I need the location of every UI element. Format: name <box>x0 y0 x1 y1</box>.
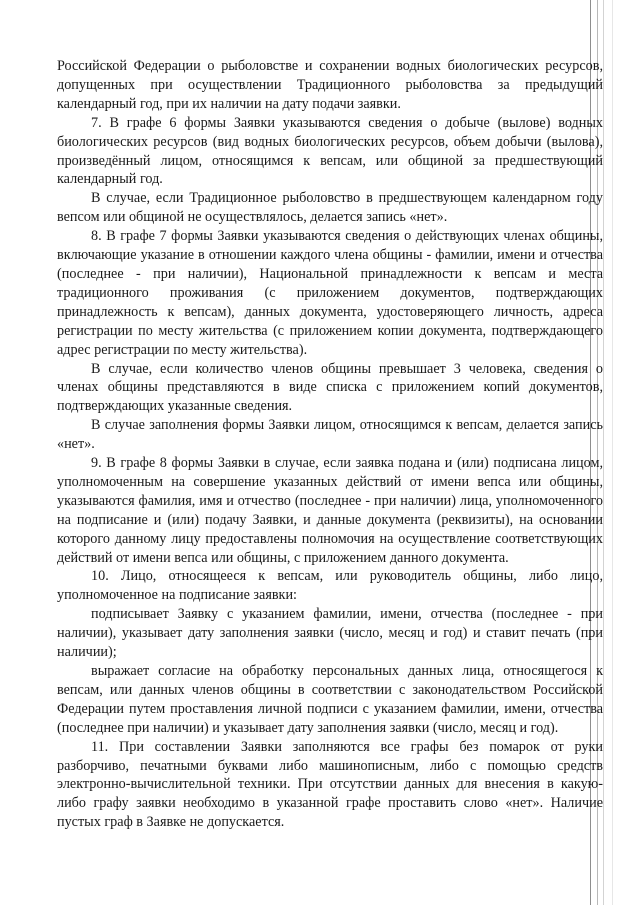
paragraph: В случае, если количество членов общины превышает 3 человека, сведения о членах общины представляются в виде списка с приложением копий документов, подтверждающих указанные сведения. <box>57 360 603 415</box>
paragraph-item-10: 10. Лицо, относящееся к вепсам, или руководитель общины, либо лицо, уполномоченное на подписание заявки: <box>57 568 603 604</box>
paragraph: выражает согласие на обработку персональных данных лица, относящегося к вепсам, или данных членов общины в соответствии с законодательством Российской Федерации путем проставления личной подписи с указанием фамилии, имени, отчества (последнее при наличии) и указывает дату заполнения заявки (число, месяц и год). <box>57 663 603 736</box>
paragraph: Российской Федерации о рыболовстве и сохранении водных биологических ресурсов, допущенных при осуществлении Традиционного рыболовства за предыдущий календарный год, при их наличии на дату подачи заявки. <box>57 58 603 112</box>
paragraph: В случае, если Традиционное рыболовство в предшествующем календарном году вепсом или общиной не осуществлялось, делается запись «нет». <box>57 190 603 226</box>
paragraph: подписывает Заявку с указанием фамилии, имени, отчества (последнее - при наличии), указывает дату заполнения заявки (число, месяц и год) и ставит печать (при наличии); <box>57 606 603 661</box>
paragraph: В случае заполнения формы Заявки лицом, относящимся к вепсам, делается запись «нет». <box>57 417 603 453</box>
document-body <box>57 57 603 832</box>
scan-edge-line <box>603 0 604 905</box>
paragraph-item-8: 8. В графе 7 формы Заявки указываются сведения о действующих членах общины, включающие указание в отношении каждого члена общины - фамилии, имени и отчества (последнее - при наличии), Национальной принадлежности к вепсам и места традиционного проживания (с приложением документов, подтверждающих принадлежность к вепсам), данных документа, удостоверяющего личность, адреса регистрации по месту жительства (с приложением копии документа, подтверждающего адрес регистрации по месту жительства). <box>57 228 603 358</box>
paragraph-item-11: 11. При составлении Заявки заполняются все графы без помарок от руки разборчиво, печатными буквами либо машинописным, либо с помощью средств электронно-вычислительной техники. При отсутствии данных для внесения в какую-либо графу заявки необходимо в указанной графе проставить слово «нет». Наличие пустых граф в Заявке не допускается. <box>57 738 603 831</box>
paragraph-item-7: 7. В графе 6 формы Заявки указываются сведения о добыче (вылове) водных биологических ресурсов (вид водных биологических ресурсов, объем добычи (вылова), произведённый лицом, относящимся к вепсам, или общиной за предшествующий календарный год. <box>57 114 603 188</box>
scan-edge-line <box>612 0 613 905</box>
paragraph-item-9: 9. В графе 8 формы Заявки в случае, если заявка подана и (или) подписана лицом, уполномоченным на совершение указанных действий от имени вепса или общины, указываются фамилия, имя и отчество (последнее - при наличии) лица, уполномоченного на подписание и (или) подачу Заявки, и данные документа (реквизиты), на основании которого данному лицу предоставлены полномочия на осуществление соответствующих действий от имени вепса или общины, с приложением данного документа. <box>57 455 603 566</box>
